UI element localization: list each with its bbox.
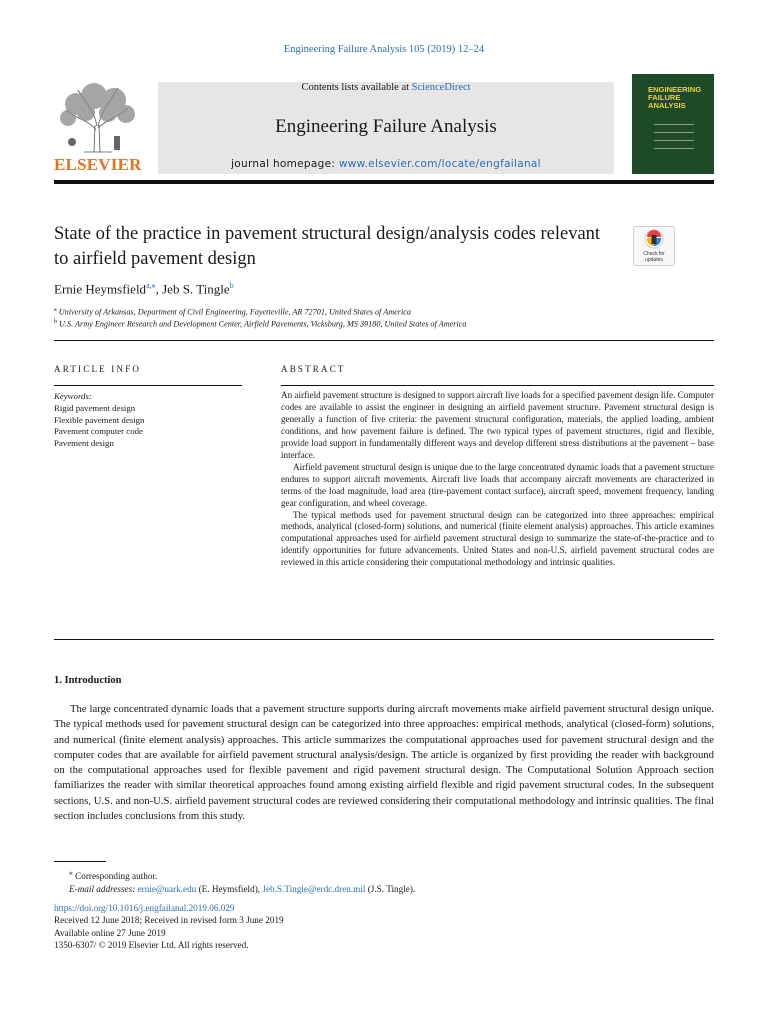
footnotes — [54, 867, 415, 895]
section-divider — [54, 340, 714, 341]
email-owner: (J.S. Tingle). — [365, 883, 416, 894]
keyword[interactable]: Rigid pavement design — [54, 402, 136, 413]
journal-homepage-link[interactable]: www.elsevier.com/locate/engfailanal — [338, 158, 541, 170]
email-owner: (E. Heymsfield), — [196, 883, 263, 894]
abstract-paragraph: Airfield pavement structural design is unique due to the large concentrated dynamic loads that a pavement structure endures to support aircraft movements. Aircraft live loads that accompany aircraft movements are characterized in terms of the load magnitude, load area (tire-pavement contact surface), aircraft speed, movement frequency, landing gear configuration, and wheel coverage. — [281, 461, 714, 508]
crossmark-icon — [634, 227, 674, 253]
keywords-label: Keywords: — [54, 391, 92, 401]
affiliation — [54, 319, 466, 329]
introduction-heading: 1. Introduction — [54, 675, 122, 686]
keyword[interactable]: Pavement computer code — [54, 426, 143, 437]
article-info-heading: ARTICLE INFO — [54, 364, 142, 374]
corresponding-author-note — [54, 867, 415, 883]
abstract-paragraph: The typical methods used for pavement structural design can be categorized into three approaches: empirical methods, analytical (closed-form) solutions, and numerical (finite element analysis) approaches. This article examines computational approaches used for airfield pavement structural design to summarize the state-of-the-practice and to identify opportunities for future advancements. United States and non-U.S. airfield pavement structural codes are reviewed in this article considering their computational methodology and intrinsic qualities. — [281, 509, 714, 568]
copyright-notice: 1350-6307/ © 2019 Elsevier Ltd. All rights reserved. — [54, 939, 249, 950]
introduction-paragraph: The large concentrated dynamic loads that a pavement structure supports during aircraft movements make airfield pavement structural design unique. The typical methods used for pavement structural design can be categorized into three approaches: empirical methods, analytical (closed-form) solutions, and numerical (finite element analysis) approaches. This article summarizes the computational approaches used for pavement structural design and the computer codes that are available for airfield pavement structural analysis/design. The article is organized by first providing the reader with background on the computational approaches used for flexible pavement and rigid pavement structural design. The Computational Solution Approach section familiarizes the reader with similar theoretical approaches found among existing airfield flexible and rigid pavement structural codes. In the subsequent sections, U.S. and non-U.S. airfield pavement structural codes are reviewed considering their computational methodology and intrinsic qualities. The final section includes conclusions from this study. — [54, 703, 714, 823]
elsevier-wordmark: ELSEVIER — [54, 155, 142, 174]
header-divider — [54, 180, 714, 184]
abstract-paragraph: An airfield pavement structure is designed to support aircraft live loads for a specified pavement design life. Computer codes are available to assist the engineer in designing an airfield pavement structure. Pavement structural design is generally a function of five criteria: the pavement structural configuration, materials, the applied loading, ambient conditions, and how pavement failure is defined. The two typical types of pavement structures, rigid and flexible, provide load support in fundamentally different ways and develop different stress distributions at the pavement – base interface. — [281, 390, 714, 460]
abstract-heading: ABSTRACT — [281, 364, 346, 374]
contents-prefix: Contents lists available at — [301, 82, 412, 93]
footnote-mark: ⁎ — [69, 868, 73, 877]
author-affiliation-mark[interactable]: b — [229, 281, 234, 290]
keyword[interactable]: Pavement design — [54, 438, 114, 449]
keyword[interactable]: Flexible pavement design — [54, 414, 145, 425]
footnote-divider — [54, 861, 106, 862]
author-affiliation-mark[interactable]: a,⁎ — [146, 281, 156, 290]
article-info-divider — [54, 385, 242, 386]
keywords-block — [54, 391, 144, 450]
affiliation-mark: a — [54, 307, 57, 313]
email-link[interactable]: ernie@uark.edu — [137, 883, 197, 894]
contents-line — [158, 82, 614, 93]
email-link[interactable]: Jeb.S.Tingle@erdc.dren.mil — [262, 883, 366, 894]
journal-citation[interactable]: Engineering Failure Analysis 105 (2019) 12–24 — [283, 44, 485, 55]
affiliation — [54, 307, 411, 317]
section-divider — [54, 639, 714, 640]
author-name[interactable]: Jeb S. Tingle — [162, 281, 230, 297]
author-name[interactable]: Ernie Heymsfield — [54, 281, 147, 297]
affiliation-text: University of Arkansas, Department of Civil Engineering, Fayetteville, AR 72701, United States of America — [58, 307, 411, 317]
abstract-body — [281, 390, 714, 569]
author-list: Ernie Heymsfield$^{a,⁎}$, Jeb S. Tingle$^b$ — [54, 281, 234, 297]
available-online-date: Available online 27 June 2019 — [54, 927, 166, 938]
crossmark-label: Check for updates — [643, 251, 665, 263]
homepage-prefix: journal homepage: — [231, 158, 339, 170]
cover-title: ENGINEERING FAILURE ANALYSIS — [648, 85, 702, 110]
email-addresses — [54, 883, 415, 896]
cover-decoration — [654, 148, 694, 149]
article-title: State of the practice in pavement structural design/analysis codes relevant to airfield pavement design — [54, 224, 601, 269]
cover-decoration — [654, 140, 694, 141]
journal-masthead — [158, 82, 614, 174]
corresponding-author-text: Corresponding author. — [75, 871, 158, 882]
abstract-divider — [281, 385, 714, 386]
homepage-line — [158, 158, 614, 170]
affiliation-text: U.S. Army Engineer Research and Development Center, Airfield Pavements, Vicksburg, MS 39180, United States of America — [59, 319, 467, 329]
affiliation-mark: b — [54, 319, 57, 325]
doi-link[interactable]: https://doi.org/10.1016/j.engfailanal.2019.06.029 — [54, 903, 235, 913]
journal-name: Engineering Failure Analysis — [275, 116, 497, 137]
cover-decoration — [654, 124, 694, 125]
received-dates: Received 12 June 2018; Received in revised form 3 June 2019 — [54, 915, 284, 926]
crossmark-button[interactable] — [633, 226, 675, 266]
email-label: E-mail addresses: — [69, 883, 136, 894]
sciencedirect-link[interactable]: ScienceDirect — [411, 82, 471, 93]
journal-cover-thumbnail[interactable] — [632, 74, 714, 174]
publication-info — [54, 902, 284, 951]
cover-decoration — [654, 132, 694, 133]
